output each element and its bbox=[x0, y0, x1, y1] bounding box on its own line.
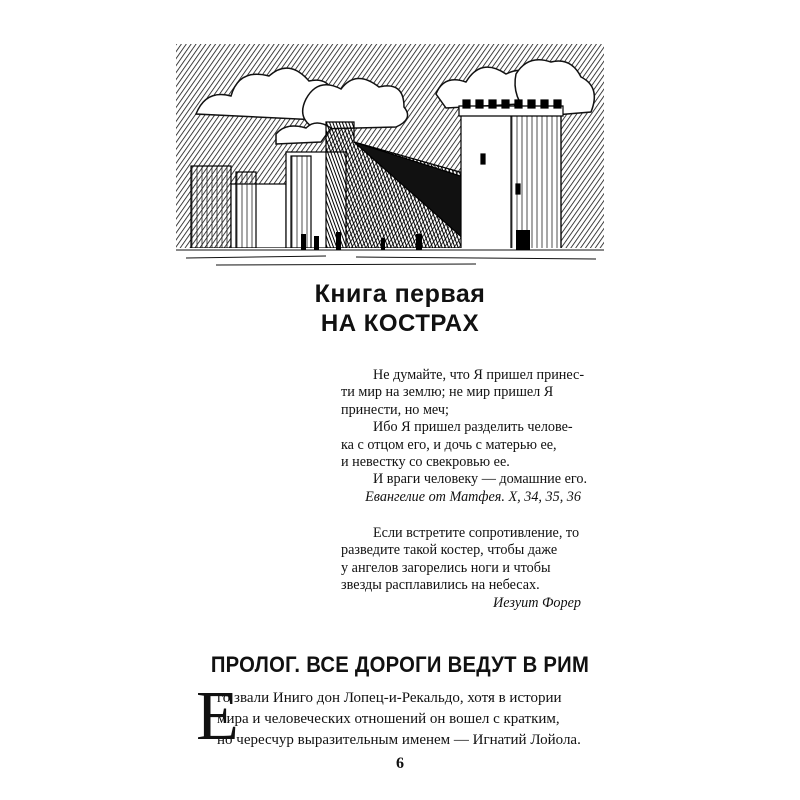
epigraph-line: разведите такой костер, чтобы даже bbox=[341, 542, 558, 559]
epigraph-line: ти мир на землю; не мир пришел Я bbox=[341, 384, 554, 401]
epigraph-line: принести, но меч; bbox=[341, 401, 449, 418]
page-number: 6 bbox=[396, 755, 404, 772]
epigraph-line: Если встретите сопротивление, то bbox=[373, 525, 580, 541]
epigraph-line: Не думайте, что Я пришел принес- bbox=[373, 367, 585, 383]
epigraph-source: Иезуит Форер bbox=[493, 594, 581, 611]
body-line: но чересчур выразительным именем — Игнатий Лойола. bbox=[217, 732, 581, 748]
castle-illustration bbox=[176, 44, 604, 270]
drop-cap: Е bbox=[196, 678, 239, 755]
epigraph-jesuit bbox=[341, 525, 581, 612]
epigraph-gospel bbox=[341, 367, 588, 506]
epigraph-line: и невестку со свекровью ее. bbox=[341, 454, 510, 471]
body-line: го звали Иниго дон Лопец-и-Рекальдо, хотя в истории bbox=[217, 690, 562, 706]
book-title: Книга первая bbox=[314, 280, 486, 308]
epigraph-line: Ибо Я пришел разделить челове- bbox=[373, 419, 573, 436]
epigraph-source: Евангелие от Матфея. X, 34, 35, 36 bbox=[365, 488, 581, 505]
body-text bbox=[217, 688, 612, 751]
epigraph-line: ка с отцом его, и дочь с матерью ее, bbox=[341, 436, 557, 453]
epigraph-line: у ангелов загорелись ноги и чтобы bbox=[341, 559, 551, 576]
prologue-heading: ПРОЛОГ. ВСЕ ДОРОГИ ВЕДУТ В РИМ bbox=[210, 652, 590, 677]
epigraph-line: И враги человеку — домашние его. bbox=[373, 471, 588, 488]
body-line: мира и человеческих отношений он вошел с кратким, bbox=[217, 711, 560, 727]
book-subtitle: НА КОСТРАХ bbox=[320, 310, 480, 337]
epigraph-line: звезды расплавились на небесах. bbox=[341, 577, 540, 594]
